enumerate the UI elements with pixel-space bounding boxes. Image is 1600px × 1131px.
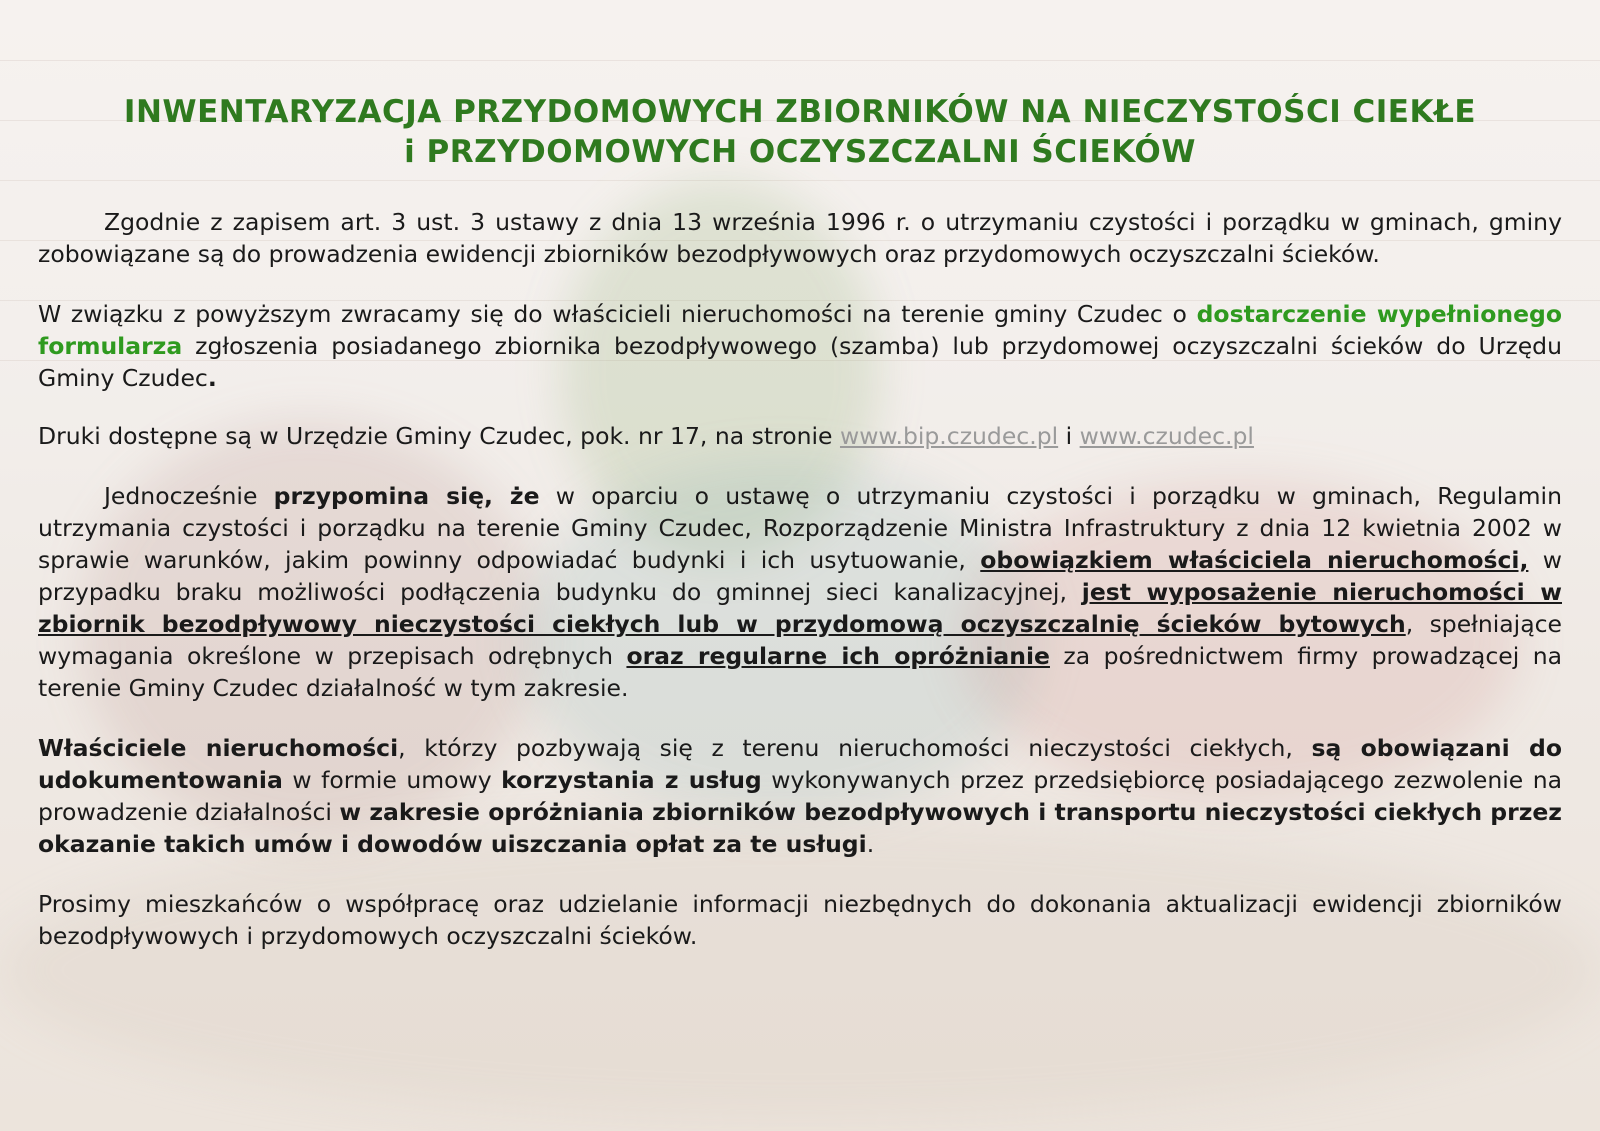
text: zgłoszenia posiadanego zbiornika bezodpływowego (szamba) lub przydomowej oczyszczalni ścieków do Urzędu Gminy Czudec <box>38 332 1562 392</box>
paragraph-legal-basis: Zgodnie z zapisem art. 3 ust. 3 ustawy z dnia 13 września 1996 r. o utrzymaniu czystości i porządku w gminach, gminy zobowiązane są do prowadzenia ewidencji zbiorników bezodpływowych oraz przydomowych oczyszczalni ścieków. <box>38 208 1562 268</box>
paragraph-reminder <box>38 480 1562 704</box>
text: , którzy pozbywają się z terenu nieruchomości nieczystości ciekłych, <box>398 734 1312 762</box>
title-line-2: i PRZYDOMOWYCH OCZYSZCZALNI ŚCIEKÓW <box>404 134 1196 170</box>
text-bold: Właściciele nieruchomości <box>38 734 399 762</box>
text-underlined: obowiązkiem właściciela nieruchomości, <box>980 546 1529 574</box>
page-title <box>38 92 1562 172</box>
text: . <box>866 830 875 858</box>
text: w przypadku braku możliwości podłączenia budynku do gminnej sieci kanalizacyjnej, <box>38 546 1562 606</box>
document-body <box>38 92 1562 952</box>
highlight-green: dostarczenie wypełnionego formularza <box>38 300 1562 360</box>
paragraph-owners-obligation <box>38 732 1562 860</box>
text: w formie umowy <box>282 766 502 794</box>
text: , spełniające wymagania określone w przepisach odrębnych <box>38 610 1562 670</box>
text-underlined: jest wyposażenie nieruchomości w zbiornik bezodpływowy nieczystości ciekłych lub w przydomową oczyszczalnię ścieków bytowych <box>38 578 1562 638</box>
paragraph-request <box>38 298 1562 394</box>
text: w oparciu o ustawę o utrzymaniu czystości i porządku w gminach, Regulamin utrzymania czystości i porządku na terenie Gminy Czudec, Rozporządzenie Ministra Infrastruktury z dnia 12 kwietnia 2002 w sprawie warunków, jakim powinny odpowiadać budynki i ich usytuowanie, <box>38 482 1562 574</box>
link-bip[interactable]: www.bip.czudec.pl <box>839 422 1059 450</box>
text: Jednocześnie <box>104 482 274 510</box>
text-bold: korzystania z usług <box>501 766 762 794</box>
paragraph-cooperation: Prosimy mieszkańców o współpracę oraz udzielanie informacji niezbędnych do dokonania aktualizacji ewidencji zbiorników bezodpływowych i przydomowych oczyszczalni ścieków. <box>38 890 1562 950</box>
text-bold: przypomina się, że <box>273 482 540 510</box>
text-bold: w zakresie opróżniania zbiorników bezodpływowych i transportu nieczystości ciekłych przez okazanie takich umów i dowodów uiszczania opłat za te usługi <box>38 798 1562 858</box>
paragraph-forms <box>38 420 1562 452</box>
text: W związku z powyższym zwracamy się do właścicieli nieruchomości na terenie gminy Czudec o <box>38 300 1197 328</box>
title-line-1: INWENTARYZACJA PRZYDOMOWYCH ZBIORNIKÓW NA NIECZYSTOŚCI CIEKŁE <box>123 94 1477 130</box>
text: wykonywanych przez przedsiębiorcę posiadającego zezwolenie na prowadzenie działalności <box>38 766 1563 826</box>
link-czudec[interactable]: www.czudec.pl <box>1079 422 1254 450</box>
text-bold: są obowiązani do udokumentowania <box>38 734 1562 794</box>
text: Druki dostępne są w Urzędzie Gminy Czudec, pok. nr 17, na stronie <box>38 422 840 450</box>
text-underlined: oraz regularne ich opróżnianie <box>626 642 1050 670</box>
text: za pośrednictwem firmy prowadzącej na terenie Gminy Czudec działalność w tym zakresie. <box>38 642 1562 702</box>
text-bold: . <box>207 364 217 392</box>
text: i <box>1058 422 1080 450</box>
